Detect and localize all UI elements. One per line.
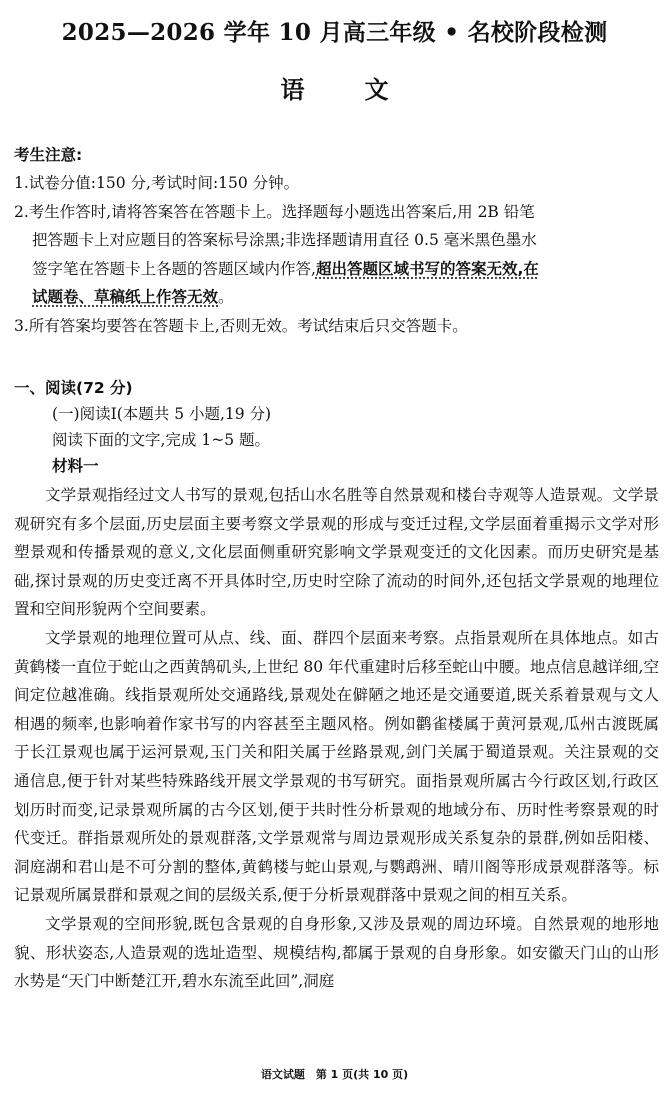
note-item-2-line-3 bbox=[14, 255, 659, 284]
section-title: 一、阅读(72 分) bbox=[14, 379, 133, 397]
exam-title: 2025—2026 学年 10 月高三年级 • 名校阶段检测 bbox=[61, 19, 608, 46]
paragraph-1: 文学景观指经过文人书写的景观,包括山水名胜等自然景观和楼台寺观等人造景观。文学景观研究有多个层面,历史层面主要考察文学景观的形成与变迁过程,文学层面着重揭示文学对形塑景观和传播景观的意义,文化层面侧重研究影响文学景观变迁的文化因素。而历史研究是基础,探讨景观的历史变迁离不开具体时空,历史时空除了流动的时间外,还包括文学景观的地理位置和空间形貌两个空间要素。 bbox=[14, 486, 659, 619]
note-item-2-line-1: 2.考生作答时,请将答案答在答题卡上。选择题每小题选出答案后,用 2B 铅笔 bbox=[14, 202, 535, 221]
note-plain-text: 签字笔在答题卡上各题的答题区域内作答, bbox=[32, 259, 316, 278]
paragraph-3: 文学景观的空间形貌,既包含景观的自身形象,又涉及景观的周边环境。自然景观的地形地貌、形状姿态,人造景观的选址造型、规模结构,都属于景观的自身形象。如安徽天门山的山形水势是“天门中断楚江开,碧水东流至此回”,洞庭 bbox=[14, 914, 659, 991]
paragraph-2: 文学景观的地理位置可从点、线、面、群四个层面来考察。点指景观所在具体地点。如古黄鹤楼一直位于蛇山之西黄鹄矶头,上世纪 80 年代重建时后移至蛇山中腰。地点信息越详细,空间定位越准确。线指景观所处交通路线,景观处在僻陋之地还是交通要道,既关系着景观与文人相遇的频率,也影响着作家书写的内容甚至主题风格。例如鹳雀楼属于黄河景观,瓜州古渡既属于长江景观也属于运河景观,玉门关和阳关属于丝路景观,剑门关属于蜀道景观。关注景观的交通信息,便于针对某些特殊路线开展文学景观的书写研究。面指景观所属古今行政区划,行政区划历时而变,记录景观所属的古今区划,便于共时性分析景观的地域分布、历时性考察景观的时代变迁。群指景观所处的景观群落,文学景观常与周边景观形成关系复杂的景群,例如岳阳楼、洞庭湖和君山是不可分割的整体,黄鹤楼与蛇山景观,与鹦鹉洲、晴川阁等形成景观群落等。标记景观所属景群和景观之间的层级关系,便于分析景观群落中景观之间的相互关系。 bbox=[14, 628, 659, 905]
notes-heading: 考生注意: bbox=[14, 146, 83, 164]
passage bbox=[14, 481, 659, 996]
reading-section bbox=[14, 375, 659, 480]
note-item-2-line-2: 把答题卡上对应题目的答案标号涂黑;非选择题请用直径 0.5 毫米黑色墨水 bbox=[32, 231, 537, 249]
note-emphasis-text-2: 试题卷、草稿纸上作答无效 bbox=[32, 288, 219, 306]
note-period: 。 bbox=[218, 288, 234, 306]
material-label: 材料一 bbox=[52, 457, 99, 475]
note-item-3: 3.所有答案均要答在答题卡上,否则无效。考试结束后只交答题卡。 bbox=[14, 316, 468, 335]
page-footer: 语文试题 第 1 页(共 10 页) bbox=[260, 1068, 409, 1081]
candidate-notes bbox=[14, 141, 659, 340]
part-title: (一)阅读Ⅰ(本题共 5 小题,19 分) bbox=[52, 405, 272, 423]
note-emphasis-text: 超出答题区域书写的答案无效,在 bbox=[315, 259, 539, 278]
note-item-1: 1.试卷分值:150 分,考试时间:150 分钟。 bbox=[14, 174, 300, 192]
instruction: 阅读下面的文字,完成 1~5 题。 bbox=[52, 431, 270, 449]
note-item-2-line-4 bbox=[14, 283, 659, 312]
subject-title: 语文 bbox=[280, 75, 449, 104]
